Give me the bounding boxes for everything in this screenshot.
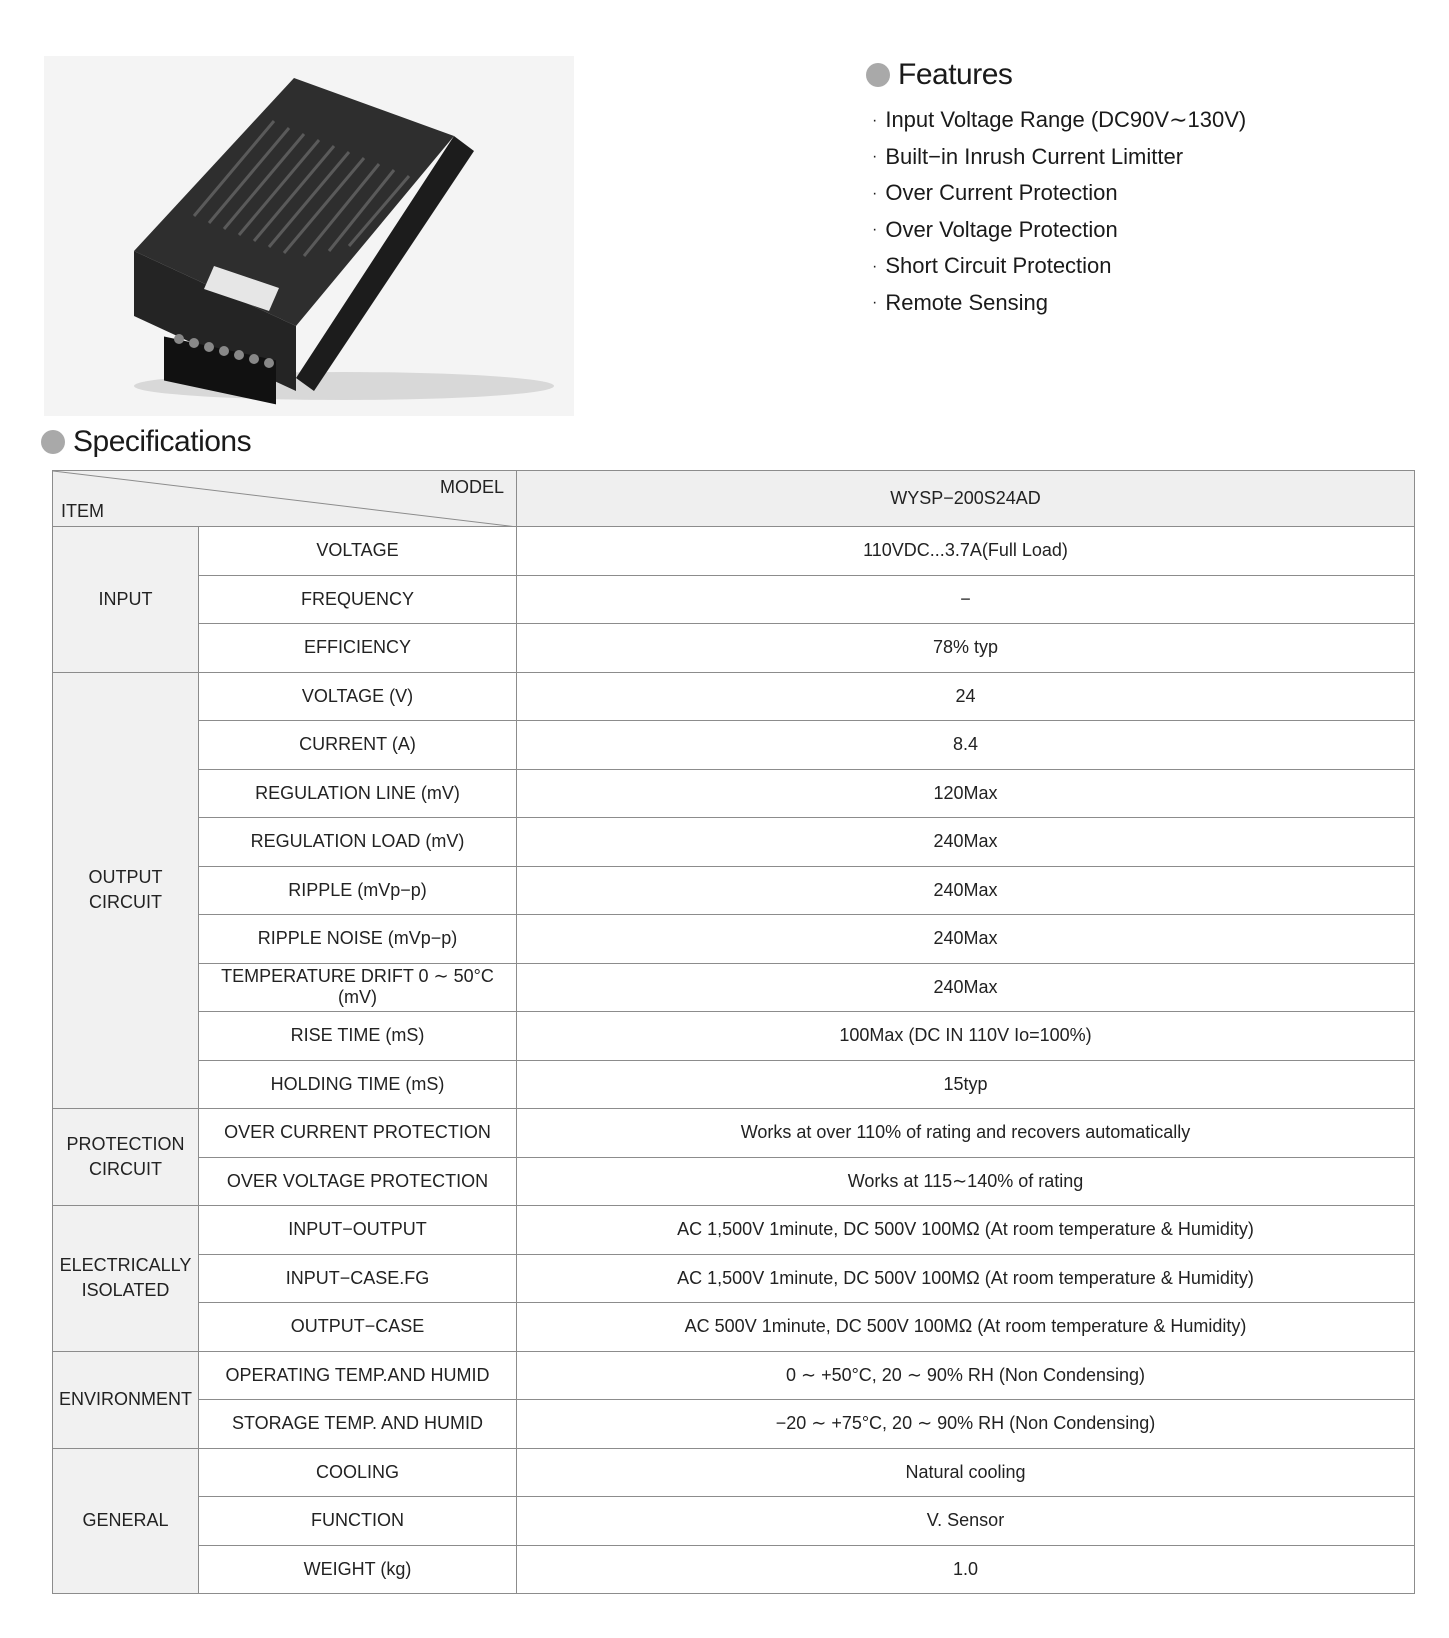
spec-label: VOLTAGE (V) <box>199 672 517 721</box>
model-label: MODEL <box>439 477 504 497</box>
features-list <box>872 102 1406 321</box>
table-row <box>53 1545 1415 1594</box>
table-row <box>53 1109 1415 1158</box>
spec-label: REGULATION LINE (mV) <box>199 769 517 818</box>
table-row <box>53 1060 1415 1109</box>
table-row <box>53 915 1415 964</box>
spec-label: RIPPLE NOISE (mVp−p) <box>199 915 517 964</box>
spec-value: 24 <box>517 672 1415 721</box>
spec-label: FUNCTION <box>199 1497 517 1546</box>
features-title: Features <box>898 58 1013 91</box>
table-row <box>53 1400 1415 1449</box>
spec-label: CURRENT (A) <box>199 721 517 770</box>
feature-item: · Over Current Protection <box>872 180 1118 205</box>
model-item-header <box>53 471 517 527</box>
spec-label: OPERATING TEMP.AND HUMID <box>199 1351 517 1400</box>
table-row <box>53 1206 1415 1255</box>
feature-item: · Remote Sensing <box>872 289 1048 315</box>
spec-label: OVER CURRENT PROTECTION <box>199 1109 517 1158</box>
table-row <box>53 1303 1415 1352</box>
spec-label: VOLTAGE <box>199 527 517 576</box>
spec-label: INPUT−CASE.FG <box>199 1254 517 1303</box>
spec-value: 1.0 <box>517 1545 1415 1594</box>
spec-label: FREQUENCY <box>199 575 517 624</box>
table-row <box>53 527 1415 576</box>
product-image <box>44 56 574 416</box>
section-bullet-icon <box>866 63 890 87</box>
spec-value: Natural cooling <box>517 1448 1415 1497</box>
category-environment: ENVIRONMENT <box>53 1351 199 1448</box>
specifications-title: Specifications <box>73 425 252 458</box>
category-input: INPUT <box>53 527 199 673</box>
spec-value: V. Sensor <box>517 1497 1415 1546</box>
spec-value: 240Max <box>517 818 1415 867</box>
spec-label: RIPPLE (mVp−p) <box>199 866 517 915</box>
item-label: ITEM <box>61 501 104 521</box>
table-row <box>53 769 1415 818</box>
table-row <box>53 672 1415 721</box>
table-row <box>53 624 1415 673</box>
feature-item: · Over Voltage Protection <box>872 216 1118 242</box>
model-name: WYSP−200S24AD <box>517 471 1415 527</box>
table-row <box>53 575 1415 624</box>
spec-value: AC 1,500V 1minute, DC 500V 100MΩ (At room temperature & Humidity) <box>517 1254 1415 1303</box>
spec-value: 240Max <box>517 866 1415 915</box>
spec-value: AC 500V 1minute, DC 500V 100MΩ (At room temperature & Humidity) <box>517 1303 1415 1352</box>
spec-label: INPUT−OUTPUT <box>199 1206 517 1255</box>
category-general: GENERAL <box>53 1448 199 1594</box>
category-output-circuit: OUTPUT CIRCUIT <box>53 672 199 1109</box>
specifications-heading <box>41 425 251 459</box>
spec-label: TEMPERATURE DRIFT 0 ∼ 50°C (mV) <box>199 963 517 1012</box>
spec-value: AC 1,500V 1minute, DC 500V 100MΩ (At room temperature & Humidity) <box>517 1206 1415 1255</box>
spec-value: 15typ <box>517 1060 1415 1109</box>
spec-value: 120Max <box>517 769 1415 818</box>
spec-label: OVER VOLTAGE PROTECTION <box>199 1157 517 1206</box>
table-row <box>53 721 1415 770</box>
features-heading <box>866 58 1406 92</box>
feature-item: · Built−in Inrush Current Limitter <box>872 143 1184 169</box>
table-row <box>53 1351 1415 1400</box>
spec-value: 110VDC...3.7A(Full Load) <box>517 527 1415 576</box>
feature-item: · Short Circuit Protection <box>872 253 1112 278</box>
features-section <box>866 58 1406 321</box>
table-row <box>53 1497 1415 1546</box>
category-protection-circuit: PROTECTION CIRCUIT <box>53 1109 199 1206</box>
spec-label: EFFICIENCY <box>199 624 517 673</box>
table-row <box>53 1448 1415 1497</box>
spec-value: 240Max <box>517 963 1415 1012</box>
table-header-row <box>53 471 1415 527</box>
category-electrically-isolated: ELECTRICALLY ISOLATED <box>53 1206 199 1352</box>
spec-label: COOLING <box>199 1448 517 1497</box>
spec-label: WEIGHT (kg) <box>199 1545 517 1594</box>
feature-item: · Input Voltage Range (DC90V∼130V) <box>872 107 1247 132</box>
section-bullet-icon <box>41 430 65 454</box>
spec-label: HOLDING TIME (mS) <box>199 1060 517 1109</box>
spec-value: Works at over 110% of rating and recovers automatically <box>517 1109 1415 1158</box>
specifications-table <box>52 470 1415 1594</box>
spec-value: − <box>517 575 1415 624</box>
table-row <box>53 1254 1415 1303</box>
spec-label: REGULATION LOAD (mV) <box>199 818 517 867</box>
spec-label: OUTPUT−CASE <box>199 1303 517 1352</box>
spec-value: 100Max (DC IN 110V Io=100%) <box>517 1012 1415 1061</box>
spec-value: Works at 115∼140% of rating <box>517 1157 1415 1206</box>
table-row <box>53 1157 1415 1206</box>
spec-value: −20 ∼ +75°C, 20 ∼ 90% RH (Non Condensing) <box>517 1400 1415 1449</box>
spec-value: 0 ∼ +50°C, 20 ∼ 90% RH (Non Condensing) <box>517 1351 1415 1400</box>
table-row <box>53 963 1415 1012</box>
table-row <box>53 866 1415 915</box>
spec-value: 78% typ <box>517 624 1415 673</box>
spec-label: RISE TIME (mS) <box>199 1012 517 1061</box>
spec-value: 240Max <box>517 915 1415 964</box>
table-row <box>53 818 1415 867</box>
spec-label: STORAGE TEMP. AND HUMID <box>199 1400 517 1449</box>
table-row <box>53 1012 1415 1061</box>
spec-value: 8.4 <box>517 721 1415 770</box>
